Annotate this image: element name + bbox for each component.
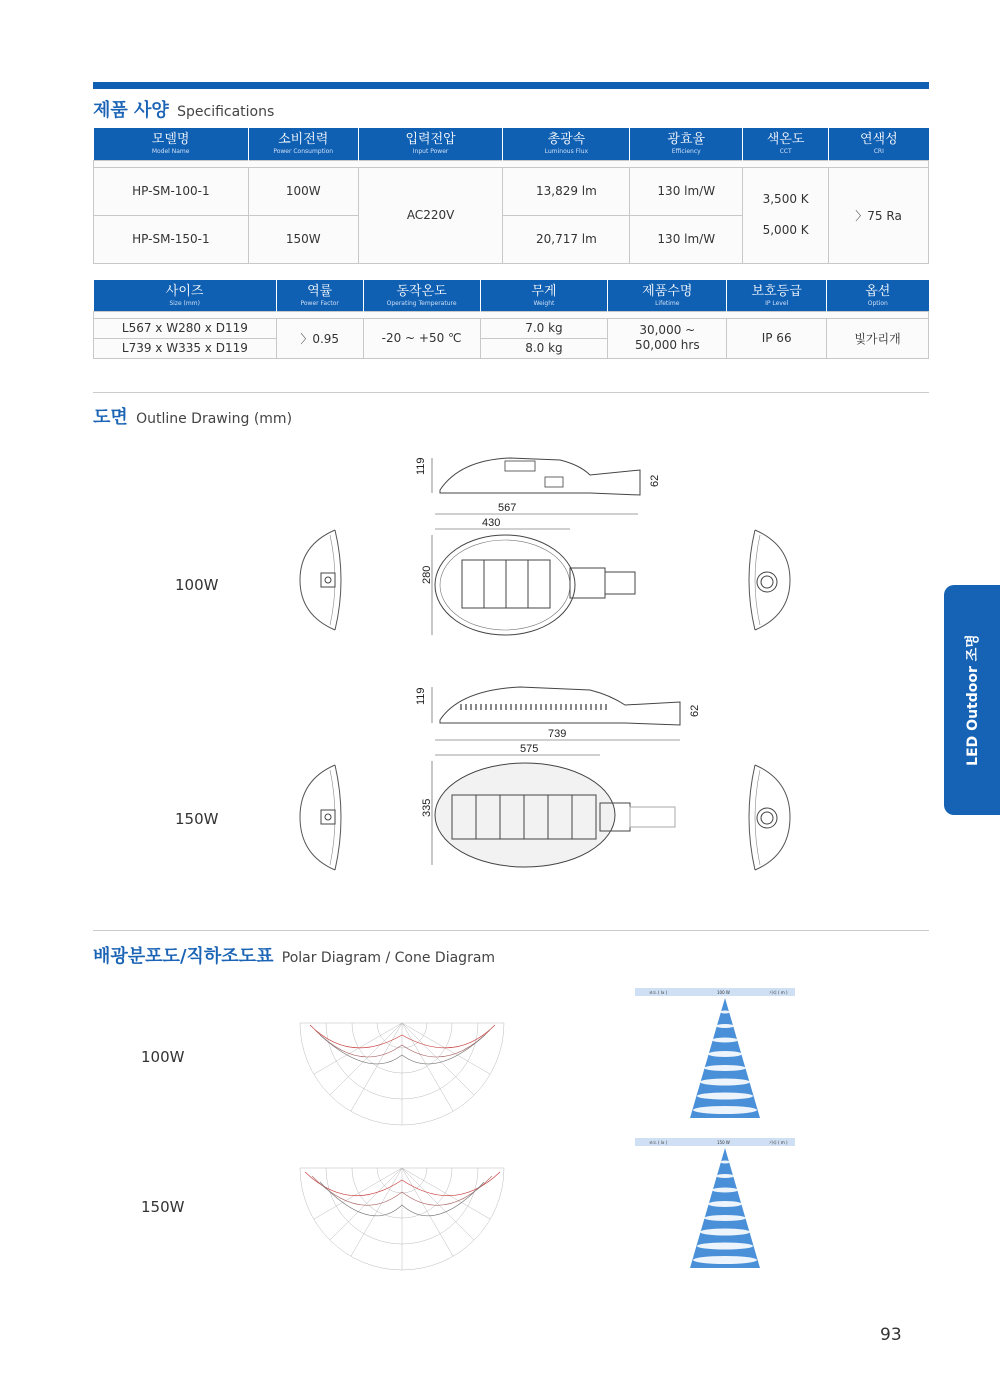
drawing-title-en: Outline Drawing (mm) (136, 411, 293, 427)
cone-header-lux: 조도 ( lx ) (649, 990, 668, 995)
header-model: 모델명 Model Name (94, 128, 249, 160)
cone-diagram-100w (635, 988, 795, 1128)
dim-height-150w: 119 (415, 687, 427, 705)
polar-title-ko: 배광분포도/직하조도표 (93, 946, 274, 967)
cell-efficiency: 130 lm/W (630, 215, 743, 263)
spec-table-1 (93, 128, 929, 264)
cone-diagram-150w (635, 1138, 795, 1278)
drawing-section-title (93, 403, 292, 429)
dim-length-150w: 739 (548, 728, 567, 740)
header-input: 입력전압 Input Power (358, 128, 503, 160)
dim-inner-150w: 575 (520, 743, 539, 755)
spec-title-en: Specifications (177, 104, 275, 120)
polar-diagram-100w (290, 1005, 515, 1125)
front-view-100w (410, 500, 660, 640)
header-temp: 동작온도 Operating Temperature (363, 280, 480, 311)
spec-table-2 (93, 280, 929, 359)
header-option: 옵션 Option (827, 280, 929, 311)
cell-power: 150W (248, 215, 358, 263)
cell-temp: -20 ~ +50 ℃ (363, 318, 480, 358)
spec-section-title (93, 96, 274, 122)
front-view-150w (410, 725, 690, 870)
header-weight: 무게 Weight (480, 280, 608, 311)
polar-label-100w: 100W (141, 1048, 185, 1066)
cone-header-watt: 100 W (717, 990, 730, 995)
dim-inner-100w: 430 (482, 517, 501, 529)
cell-model: HP-SM-150-1 (94, 215, 249, 263)
cell-lifetime: 30,000 ~ 50,000 hrs (608, 318, 727, 358)
cell-weight: 7.0 kg (480, 318, 608, 338)
cell-weight: 8.0 kg (480, 338, 608, 358)
cell-cct: 3,500 K 5,000 K (743, 167, 829, 263)
polar-title-en: Polar Diagram / Cone Diagram (281, 950, 496, 966)
cell-option: 빛가리개 (827, 318, 929, 358)
cell-model: HP-SM-100-1 (94, 167, 249, 215)
side-tab[interactable] (944, 585, 1000, 815)
cell-flux: 20,717 lm (503, 215, 630, 263)
dim-length-100w: 567 (498, 502, 517, 514)
side-tab-label: LED Outdoor 조명 (965, 634, 981, 766)
dim-base-150w: 62 (689, 704, 701, 717)
header-cri: 연색성 CRI (829, 128, 929, 160)
header-lifetime: 제품수명 Lifetime (608, 280, 727, 311)
cell-size: L567 x W280 x D119 (94, 318, 277, 338)
cell-power: 100W (248, 167, 358, 215)
divider (93, 930, 929, 931)
divider (93, 392, 929, 393)
page-number: 93 (880, 1325, 902, 1345)
polar-section-title (93, 942, 495, 968)
cone-header-distance: 거리 ( m ) (769, 990, 788, 995)
cell-efficiency: 130 lm/W (630, 167, 743, 215)
cone-header-watt: 150 W (717, 1140, 730, 1145)
side-view-100w-left (295, 525, 355, 635)
drawing-label-100w: 100W (175, 576, 219, 594)
cone-header-lux: 조도 ( lx ) (649, 1140, 668, 1145)
dim-width-100w: 280 (421, 565, 433, 584)
spec-title-ko: 제품 사양 (93, 100, 169, 121)
cone-header-distance: 거리 ( m ) (769, 1140, 788, 1145)
top-view-100w (410, 455, 670, 500)
header-flux: 총광속 Luminous Flux (503, 128, 630, 160)
dim-height-100w: 119 (415, 457, 427, 475)
cell-size: L739 x W335 x D119 (94, 338, 277, 358)
header-power: 소비전력 Power Consumption (248, 128, 358, 160)
drawing-title-ko: 도면 (93, 407, 128, 428)
side-view-150w-left (295, 760, 355, 875)
dim-width-150w: 335 (421, 798, 433, 817)
header-ip: 보호등급 IP Level (727, 280, 827, 311)
polar-label-150w: 150W (141, 1198, 185, 1216)
header-pf: 역률 Power Factor (276, 280, 363, 311)
dim-base-100w: 62 (649, 474, 661, 487)
top-rule (93, 82, 929, 89)
cell-pf: 〉0.95 (276, 318, 363, 358)
cell-flux: 13,829 lm (503, 167, 630, 215)
top-view-150w (410, 685, 700, 730)
cell-input: AC220V (358, 167, 503, 263)
header-efficiency: 광효율 Efficiency (630, 128, 743, 160)
drawing-label-150w: 150W (175, 810, 219, 828)
side-view-150w-right (745, 760, 805, 875)
cell-cri: 〉75 Ra (829, 167, 929, 263)
side-view-100w-right (745, 525, 805, 635)
header-cct: 색온도 CCT (743, 128, 829, 160)
header-size: 사이즈 Size (mm) (94, 280, 277, 311)
cell-ip: IP 66 (727, 318, 827, 358)
polar-diagram-150w (290, 1160, 515, 1275)
